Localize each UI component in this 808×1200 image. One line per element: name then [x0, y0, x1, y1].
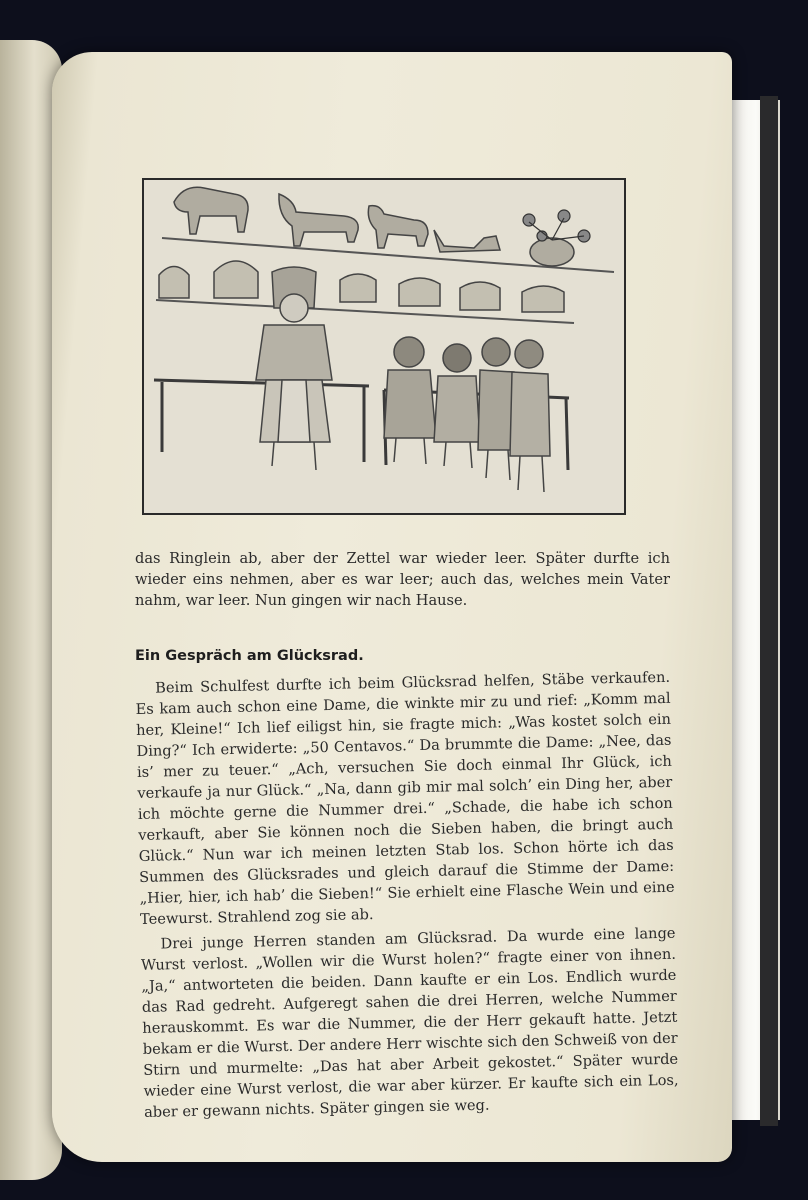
book-cover-edge: [760, 96, 778, 1126]
story-text-block: [135, 667, 679, 1123]
section-heading: Ein Gespräch am Glücksrad.: [135, 648, 364, 664]
drawing-svg: [144, 180, 624, 513]
intro-paragraph: [135, 548, 670, 611]
story-paragraph-1: Beim Schulfest durfte ich beim Glücksrad helfen, Stäbe verkaufen. Es kam auch schon eine Dame, die winkte mir zu und rief: „Komm mal her, Kleine!“ Ich lief eiligst hin, sie fragte mich: „Was kostet solch ein Ding?“ Ich erwiderte: „50 Centavos.“ Da brummte die Dame: „Nee, das is’ mer zu teuer.“ „Ach, versuchen Sie doch einmal Ihr Glück, ich verkaufe ja nur Glück.“ „Na, dann gib mir mal solch’ ein Ding her, aber ich möchte gerne die Nummer drei.“ „Schade, die habe ich schon verkauft, aber Sie können noch die Sieben haben, die bringt auch Glück.“ Nun war ich meinen letzten Stab los. Schon hörte ich das Summen des Glücksrades und gleich darauf die Stimme der Dame: „Hier, hier, ich hab’ die Sieben!“ Sie erhielt eine Flasche Wein und eine Teewurst. Strahlend zog sie ab.: [135, 668, 675, 928]
pencil-drawing-shop-scene: [142, 178, 626, 515]
intro-text: das Ringlein ab, aber der Zettel war wieder leer. Später durfte ich wieder eins nehmen, aber es war leer; auch das, welches mein Vater nahm, war leer. Nun gingen wir nach Hause.: [135, 550, 670, 609]
story-paragraph-2: Drei junge Herren standen am Glücksrad. Da wurde eine lange Wurst verlost. „Wollen wir die Wurst holen?“ fragte einer von ihnen. „Ja,“ antworteten die beiden. Dann kaufte er ein Los. Endlich wurde das Rad gedreht. Aufgeregt sahen die drei Herren, welche Nummer herauskommt. Es war die Nummer, die der Herr gekauft hatte. Jetzt bekam er die Wurst. Der andere Herr wischte sich den Schweiß von der Stirn und murmelte: „Das hat aber Arbeit gekostet.“ Später wurde wieder eine Wurst verlost, die war aber kürzer. Er kaufte sich ein Los, aber er gewann nichts. Später gingen sie weg.: [140, 924, 679, 1121]
